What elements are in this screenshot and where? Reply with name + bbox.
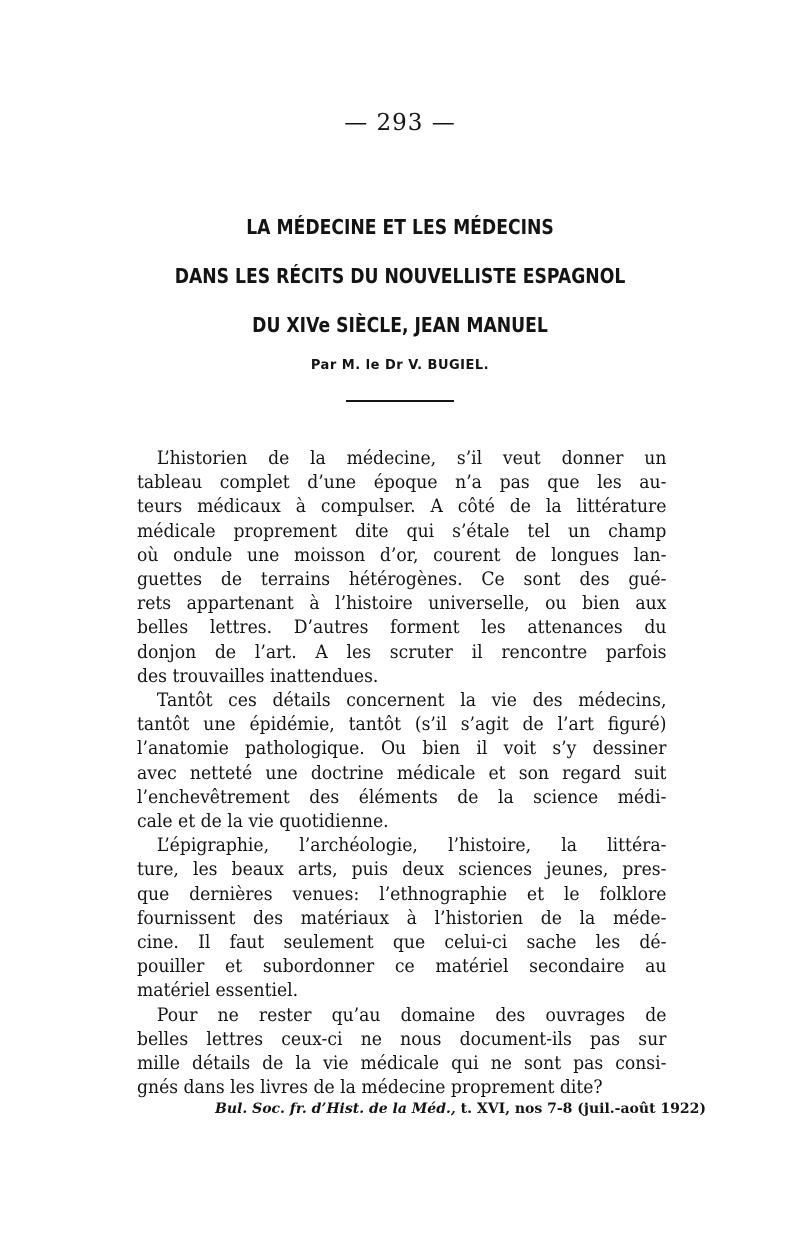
text-line: que dernières venues: l’ethnographie et le folklore (137, 882, 667, 905)
title-line: LA MÉDECINE ET LES MÉDECINS (246, 215, 554, 239)
citation-footer (215, 1101, 706, 1117)
text-line: donjon de l’art. A les scruter il rencontre parfois (137, 640, 667, 663)
text-line: L’épigraphie, l’archéologie, l’histoire, la littéra- (156, 834, 667, 857)
text-line: belles lettres ceux-ci ne nous document-ils pas sur (137, 1027, 667, 1050)
text-line: tantôt une épidémie, tantôt (s’il s’agit de l’art figuré) (137, 713, 667, 736)
paragraph (137, 446, 667, 688)
text-line: tableau complet d’une époque n’a pas que les au- (137, 471, 667, 494)
article-title (56, 203, 744, 350)
text-line: l’enchevêtrement des éléments de la science médi- (137, 785, 667, 808)
text-line: matériel essentiel. (137, 979, 299, 1002)
text-line: teurs médicaux à compulser. A côté de la littérature (137, 495, 667, 518)
page-number: — 293 — (344, 110, 456, 136)
text-line: médicale proprement dite qui s’étale tel un champ (137, 519, 667, 542)
text-line: fournissent des matériaux à l’historien de la méde- (137, 906, 667, 929)
separator-rule (346, 400, 454, 402)
text-line: cine. Il faut seulement que celui-ci sache les dé- (137, 931, 667, 954)
text-line: belles lettres. D’autres forment les attenances du (137, 616, 667, 639)
text-line: cale et de la vie quotidienne. (137, 810, 389, 833)
text-line: où ondule une moisson d’or, courent de longues lan- (137, 543, 667, 566)
paragraph (137, 833, 667, 1002)
citation-volume: t. XVI, nos 7-8 (juil.-août 1922) (455, 1101, 707, 1117)
text-line: mille détails de la vie médicale qui ne sont pas consi- (137, 1052, 667, 1075)
text-line: des trouvailles inattendues. (137, 664, 379, 687)
text-line: L’historien de la médecine, s’il veut donner un (156, 447, 667, 469)
text-line: guettes de terrains hétérogènes. Ce sont des gué- (137, 568, 667, 591)
paragraph (137, 688, 667, 833)
text-line: Pour ne rester qu’au domaine des ouvrages de (156, 1003, 667, 1026)
text-line: rets appartenant à l’histoire universelle, ou bien aux (137, 592, 667, 615)
paragraph (137, 1003, 667, 1100)
body-text (137, 446, 667, 1099)
title-line: DANS LES RÉCITS DU NOUVELLISTE ESPAGNOL (174, 264, 626, 288)
text-line: avec netteté une doctrine médicale et son regard suit (137, 761, 667, 784)
citation-journal: Bul. Soc. fr. d’Hist. de la Méd., (215, 1101, 456, 1117)
title-line: DU XIVe SIÈCLE, JEAN MANUEL (252, 313, 548, 337)
text-line: Tantôt ces détails concernent la vie des médecins, (156, 689, 667, 712)
author-byline: Par M. le Dr V. BUGIEL. (310, 358, 490, 373)
text-line: ture, les beaux arts, puis deux sciences jeunes, pres- (137, 858, 667, 881)
text-line: gnés dans les livres de la médecine proprement dite? (137, 1076, 603, 1099)
text-line: l’anatomie pathologique. Ou bien il voit s’y dessiner (137, 737, 667, 760)
text-line: pouiller et subordonner ce matériel secondaire au (137, 955, 667, 978)
